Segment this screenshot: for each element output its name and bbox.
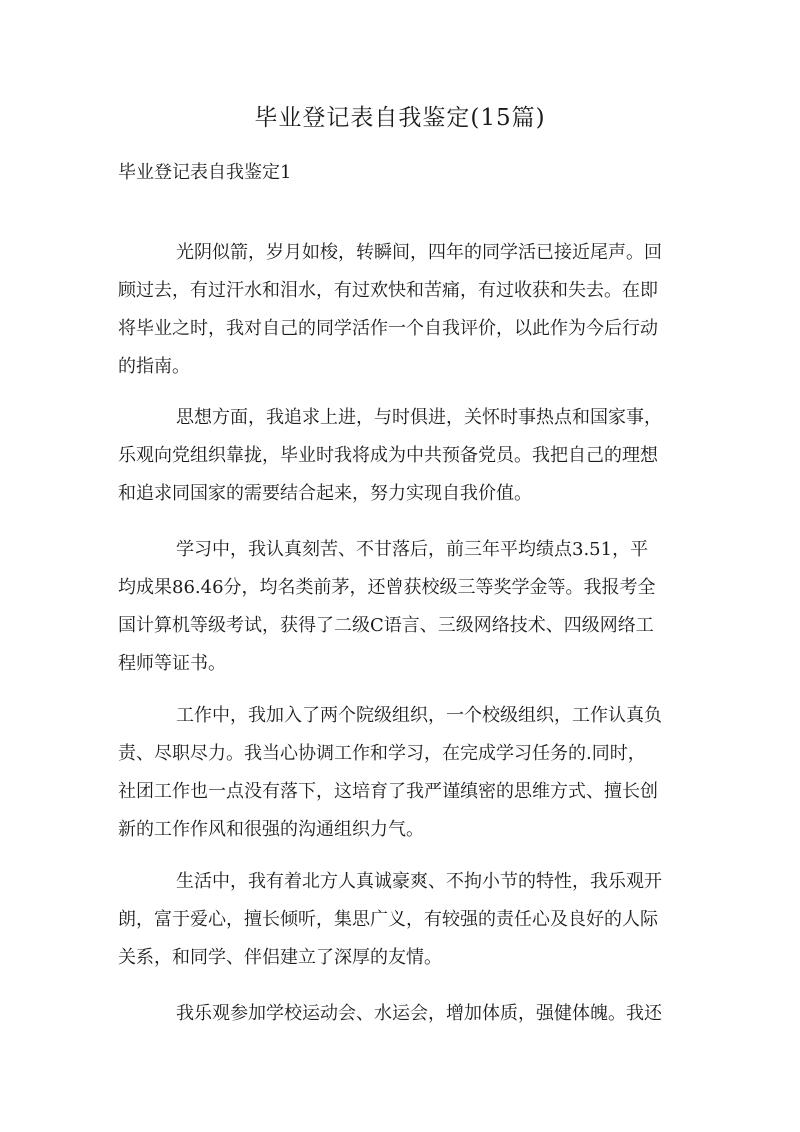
paragraph-4 <box>118 697 684 849</box>
paragraph-line: 光阴似箭，岁月如梭，转瞬间，四年的同学活已接近尾声。回 <box>176 242 662 263</box>
paragraph-line: 将毕业之时，我对自己的同学活作一个自我评价，以此作为今后行动 <box>118 318 658 339</box>
paragraph-line: 和追求同国家的需要结合起来，努力实现自我价值。 <box>118 483 532 504</box>
paragraph-line: 的指南。 <box>118 356 190 377</box>
paragraph-line: 程师等证书。 <box>118 653 226 674</box>
paragraph-5 <box>118 863 684 977</box>
paragraph-line: 学习中，我认真刻苦、不甘落后，前三年平均绩点3.51，平 <box>176 539 649 560</box>
paragraph-line: 关系，和同学、伴侣建立了深厚的友情。 <box>118 947 442 968</box>
paragraph-line: 乐观向党组织靠拢，毕业时我将成为中共预备党员。我把自己的理想 <box>118 445 658 466</box>
paragraph-line: 我乐观参加学校运动会、水运会，增加体质，强健体魄。我还 <box>176 1003 662 1024</box>
paragraph-2 <box>118 399 684 513</box>
paragraph-line: 均成果86.46分，均名类前茅，还曾获校级三等奖学金等。我报考全 <box>118 577 656 598</box>
paragraph-line: 责、尽职尽力。我当心协调工作和学习，在完成学习任务的.同时， <box>118 743 646 764</box>
paragraph-line: 工作中，我加入了两个院级组织，一个校级组织，工作认真负 <box>176 705 662 726</box>
paragraph-6 <box>118 995 684 1033</box>
paragraph-line: 新的工作作风和很强的沟通组织力气。 <box>118 819 424 840</box>
paragraph-line: 生活中，我有着北方人真诚豪爽、不拘小节的特性，我乐观开 <box>176 871 662 892</box>
paragraph-line: 朗，富于爱心，擅长倾听，集思广义，有较强的责任心及良好的人际 <box>118 909 658 930</box>
paragraph-1 <box>118 234 684 386</box>
paragraph-line: 思想方面，我追求上进，与时俱进，关怀时事热点和国家事， <box>176 407 662 428</box>
section-heading: 毕业登记表自我鉴定1 <box>118 162 292 183</box>
paragraph-line: 国计算机等级考试，获得了二级C语言、三级网络技术、四级网络工 <box>118 615 654 636</box>
document-title: 毕业登记表自我鉴定(15篇) <box>254 105 546 131</box>
paragraph-line: 顾过去，有过汗水和泪水，有过欢快和苦痛，有过收获和失去。在即 <box>118 280 658 301</box>
paragraph-line: 社团工作也一点没有落下，这培育了我严谨缜密的思维方式、擅长创 <box>118 781 658 802</box>
paragraph-3 <box>118 531 684 683</box>
